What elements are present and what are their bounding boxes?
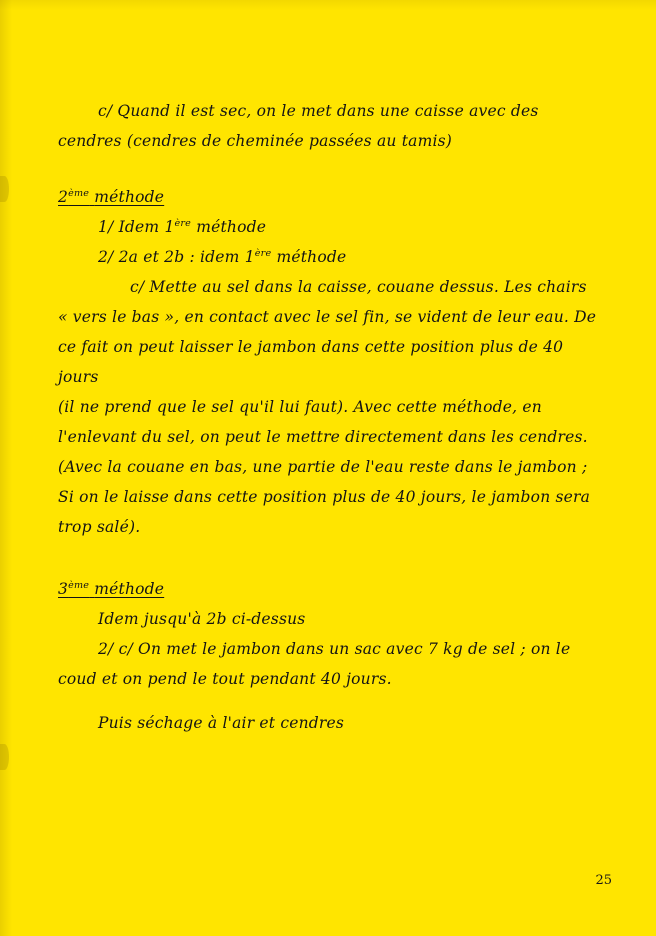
method-2-step-1 xyxy=(58,212,604,242)
method-2-step-2-suffix: ère xyxy=(254,247,272,259)
method-2-step-2 xyxy=(58,242,604,272)
intro-paragraph xyxy=(58,96,604,156)
method-3-heading-number: 3 xyxy=(58,580,69,598)
method-3-line-4: Puis séchage à l'air et cendres xyxy=(98,714,345,732)
method-2-heading-number: 2 xyxy=(58,188,69,206)
intro-line-2: cendres (cendres de cheminée passées au tamis) xyxy=(58,132,453,150)
method-3-line-2: 2/ c/ On met le jambon dans un sac avec 7 kg de sel ; on le xyxy=(98,640,571,658)
method-2-body-line-6: (Avec la couane en bas, une partie de l'eau reste dans le jambon ; xyxy=(58,458,588,476)
method-2-heading-word: méthode xyxy=(94,188,165,206)
method-2-step-1-part-b: méthode xyxy=(196,218,267,236)
spacer-method2-method3 xyxy=(58,542,604,574)
page-number: 25 xyxy=(595,873,612,888)
method-3-line-1: Idem jusqu'à 2b ci-dessus xyxy=(98,610,306,628)
method-3-section xyxy=(58,574,604,738)
method-2-body-line-7: Si on le laisse dans cette position plus de 40 jours, le jambon sera xyxy=(58,488,591,506)
method-2-step-2-part-b: méthode xyxy=(276,248,347,266)
method-3-heading-word: méthode xyxy=(94,580,165,598)
method-2-body-line-1: c/ Mette au sel dans la caisse, couane dessus. Les chairs xyxy=(130,278,587,296)
method-2-body-line-5: l'enlevant du sel, on peut le mettre directement dans les cendres. xyxy=(58,428,588,446)
method-2-body-line-4: (il ne prend que le sel qu'il lui faut). Avec cette méthode, en xyxy=(58,398,542,416)
method-2-step-1-part-a: 1/ Idem 1 xyxy=(98,218,175,236)
method-2-step-2-part-a: 2/ 2a et 2b : idem 1 xyxy=(98,248,255,266)
method-3-heading-suffix: ème xyxy=(68,579,90,591)
method-2-section xyxy=(58,182,604,542)
method-2-body-line-3: ce fait on peut laisser le jambon dans cette position plus de 40 jours xyxy=(58,338,569,386)
method-3-heading xyxy=(58,574,604,604)
method-2-step-1-suffix: ère xyxy=(174,217,192,229)
method-2-heading-suffix: ème xyxy=(68,187,90,199)
method-2-body-line-2: « vers le bas », en contact avec le sel fin, se vident de leur eau. De xyxy=(58,308,597,326)
spacer-intro-method2 xyxy=(58,156,604,182)
spacer-method3-final xyxy=(58,694,604,708)
method-3-line-3: coud et on pend le tout pendant 40 jours. xyxy=(58,670,392,688)
method-2-heading xyxy=(58,182,604,212)
method-2-body-line-8: trop salé). xyxy=(58,518,141,536)
page-text-body xyxy=(58,96,604,738)
intro-line-1: c/ Quand il est sec, on le met dans une caisse avec des xyxy=(98,102,539,120)
